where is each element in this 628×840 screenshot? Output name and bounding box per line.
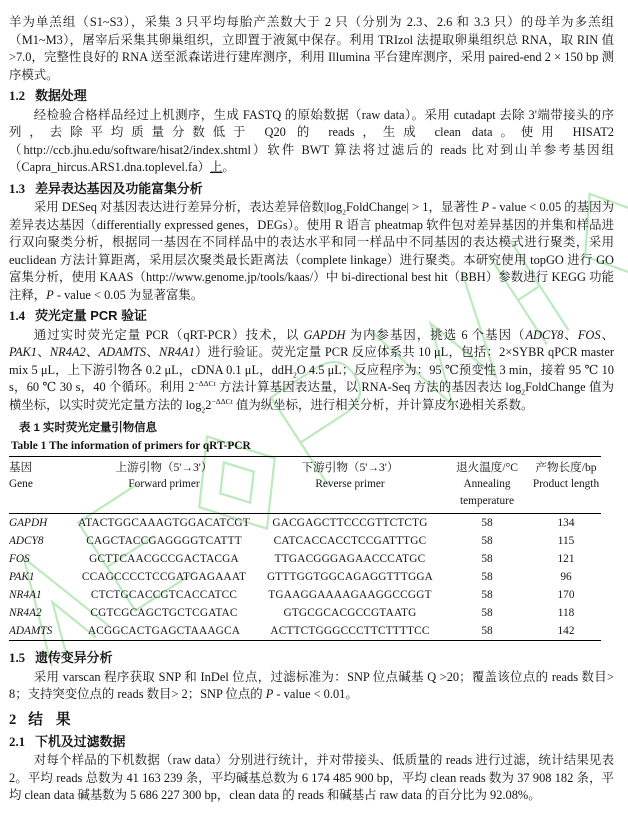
table-row: NR4A2 CGTCGCAGCTGCTCGATAC GTGCGCACGCCGTAATG 58 118 [9, 606, 575, 619]
column-header-gene: 基因 Gene [9, 461, 33, 490]
section-title: 遗传变异分析 [35, 650, 113, 665]
section-title: 下机及过滤数据 [35, 733, 126, 749]
paragraph-variant-analysis: 采用 varscan 程序获取 SNP 和 InDel 位点，过滤标准为：SNP 位点碱基 Q >20；覆盖该位点的 reads 数目> 8；支持突变位点的 reads 数目> 2；SNP 位点的 P - value < 0.01。 [9, 669, 614, 701]
section-title: 荧光定量 PCR 验证 [35, 308, 147, 323]
section-title: 数据处理 [35, 88, 87, 103]
column-header-reverse-primer: 下游引物（5'→3'） Reverse primer [301, 461, 399, 490]
table-row: PAK1 CCAGCCCCTCCGATGAGAAAT GTTTGGTGGCAGAGGTTTGGA 58 96 [9, 570, 572, 583]
section-number: 1.4 [9, 309, 26, 323]
column-header-annealing-temperature: 退火温度/°C Annealing temperature [456, 461, 518, 507]
section-number: 2.1 [9, 734, 26, 749]
paragraph-raw-filtered-data: 对每个样品的下机数据（raw data）分别进行统计，并对带接头、低质量的 reads 进行过滤，统计结果见表 2。平均 reads 总数为 41 163 239 条，平均碱基总数为 6 174 485 900 bp，平均 clean reads 数为 37 908 182 条，平均 clean data 碱基数为 5 686 227 300 bp，clean data 的 reads 和碱基占 raw data 的百分比为 92.08%。 [9, 753, 614, 802]
table-row: ADCY8 CAGCTACCGAGGGGTCATTT CATCACCACCTCCGATTTGC 58 115 [9, 534, 575, 547]
table1-caption-en: Table 1 The information of primers for qRT-PCR [11, 440, 251, 452]
section-number: 1.3 [9, 181, 26, 196]
heading-1-5-variant-analysis [9, 649, 614, 668]
section-number: 1.5 [9, 651, 26, 665]
table-row: NR4A1 CTCTGCACCGTCACCATCC TGAAGGAAAAGAAGGCCGGT 58 170 [9, 588, 575, 601]
table-row: ADAMTS ACGGCACTGAGCTAAAGCA ACTTCTGGGCCCTTCTTTTCC 58 142 [9, 624, 575, 637]
paragraph-deg-analysis: 采用 DESeq 对基因表达进行差异分析，表达差异倍数$|\log_2FoldChange| > 1$，显著性 P - value < 0.05 的基因为差异表达基因（differentially expressed genes，DEGs）。使用 R 语言 pheatmap 软件包对差异基因的并集和样品进行双向聚类分析，根据同一基因在不同样品中的表达水平和同一样品中不同基因的表达模式进行聚类，采用 euclidean 方法计算距离，采用层次聚类最长距离法（complete linkage）进行聚类。本研究使用 topGO 进行 GO 富集分析，使用 KAAS（http://www.genome.jp/tools/kaas/）中 bi-directional best hit（BBH）参数进行 KEGG 功能注释，P - value < 0.05 为显著富集。 [9, 200, 614, 302]
primers-table-header [9, 457, 601, 514]
heading-1-3-deg-analysis [9, 180, 614, 199]
heading-1-2-data-processing [9, 87, 614, 106]
table-row: FOS GCTTCAACGCCGACTACGA TTGACGGGAGAACCCATGC 58 121 [9, 552, 575, 565]
paragraph-data-processing: 经检验合格样品经过上机测序，生成 FASTQ 的原始数据（raw data）。采用 cutadapt 去除 3'端带接头的序列，去除平均质量分数低于 Q20 的 reads，生成 clean data。使用 HISAT2（http://ccb.jhu.edu/software/hisat2/index.shtml）软件 BWT 算法将过滤后的 reads 比对到山羊参考基因组（Capra_hircus.ARS1.dna.toplevel.fa）上。 [9, 107, 614, 174]
heading-2-results [9, 711, 614, 730]
column-header-forward-primer: 上游引物（5'→3'） Forward primer [115, 461, 213, 490]
section-title: 差异表达基因及功能富集分析 [35, 180, 203, 196]
section-title: 结 果 [28, 711, 71, 728]
paragraph-sampling: 羊为单羔组（S1~S3），采集 3 只平均每胎产羔数大于 2 只（分别为 2.3、2.6 和 3.3 只）的母羊为多羔组（M1~M3），屠宰后采集其卵巢组织，立即置于液氮中保存。利用 TRIzol 法提取卵巢组织总 RNA，取 RIN 值>7.0，完整性良好的 RNA 送至派森诺进行建库测序，利用 Illumina 平台建库测序，采用 paired-end 2 × 150 bp 测序模式。 [9, 15, 614, 82]
section-number: 1.2 [9, 89, 26, 103]
table1-caption-zh: 表 1 实时荧光定量引物信息 [19, 422, 157, 434]
heading-2-1-raw-filtered-data [9, 733, 614, 752]
column-header-product-length: 产物长度/bp Product length [532, 461, 600, 490]
section-number: 2 [9, 711, 17, 728]
paragraph-qpcr-validation: 通过实时荧光定量 PCR（qRT-PCR）技术，以 GAPDH 为内参基因，挑选 6 个基因（ADCY8、FOS、PAK1、NR4A2、ADAMTS、NR4A1）进行验证。荧光定量 PCR 反应体系共 10 μL，包括：2×SYBR qPCR master mix 5 μL，上下游引物各 0.2 μL，cDNA 0.1 μL，ddH$_2$O 4.5 μL；反应程序为：95 ℃预变性 3 min，接着 95 ℃ 10 s，60 ℃ 30 s，40 个循环。利用 $2^{-\Delta\Delta Ct}$ 方法计算基因表达量，以 RNA-Seq 方法的基因表达 $\log_2FoldChange$ 值为横坐标，以实时荧光定量方法的 $\log_22^{-\Delta\Delta Ct}$ 值为纵坐标，进行相关分析，并计算皮尔逊相关系数。 [9, 327, 615, 414]
heading-1-4-qpcr-validation [9, 307, 614, 326]
table-row: GAPDH ATACTGGCAAAGTGGACATCGT GACGAGCTTCCCGTTCTCTG 58 134 [9, 516, 575, 529]
primers-table [9, 456, 601, 641]
